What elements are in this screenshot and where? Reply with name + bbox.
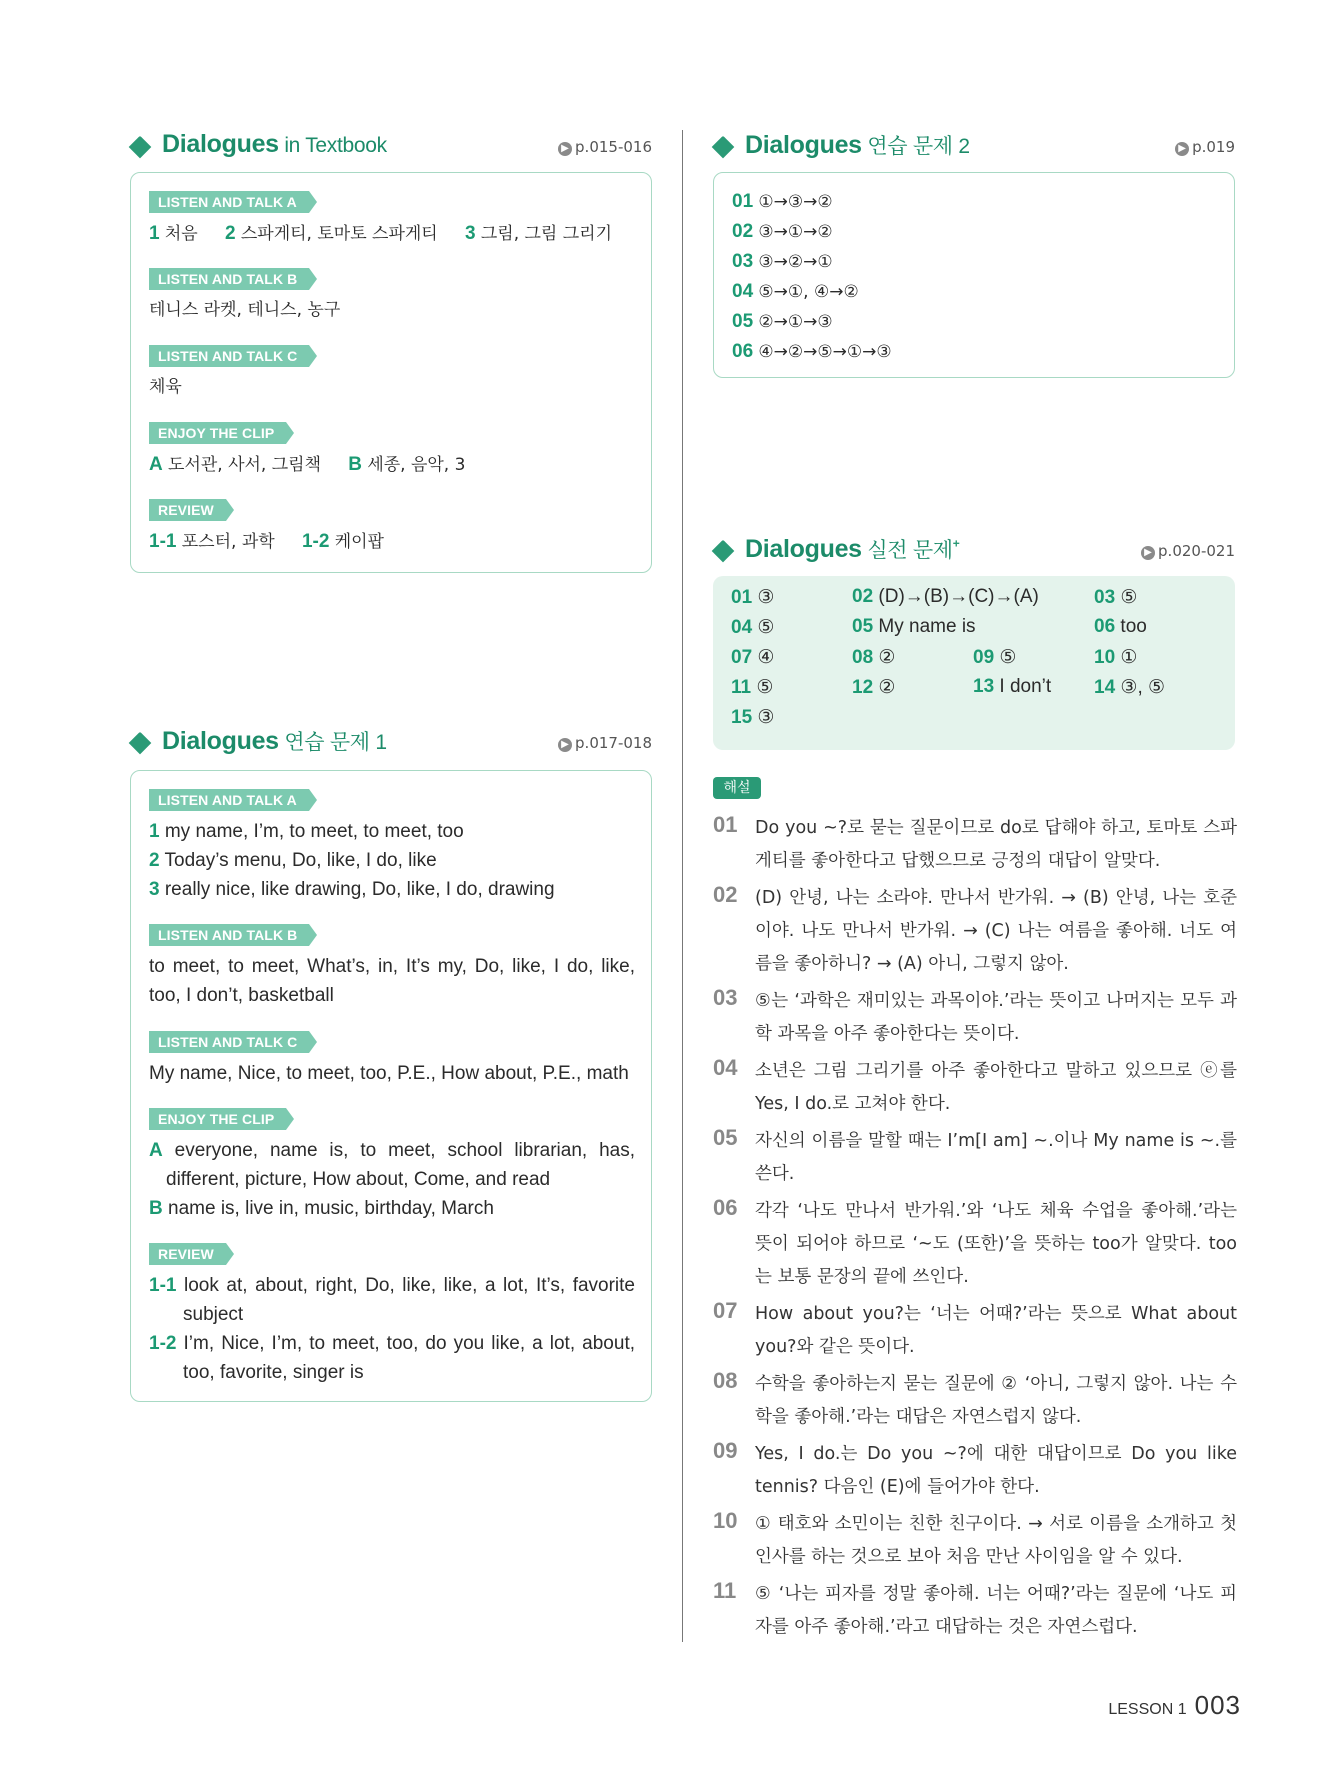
section-header-actual xyxy=(713,532,1237,572)
answer-item: 07 ④ xyxy=(731,647,775,668)
practice1-answer-box xyxy=(130,770,652,1402)
answer-line: 체육 xyxy=(149,377,182,397)
tag-listen-talk-a: LISTEN AND TALK A xyxy=(149,789,309,811)
answer-item: 12 ② xyxy=(852,677,896,698)
diamond-icon xyxy=(129,732,152,755)
page-reference: ▶ p.019 xyxy=(1175,138,1235,156)
lesson-label: LESSON 1 xyxy=(1108,1701,1187,1718)
answer-line: 테니스 라켓, 테니스, 농구 xyxy=(149,300,341,320)
section-header-practice1 xyxy=(130,724,654,764)
arrow-right-icon: ▶ xyxy=(558,142,572,156)
practice2-answer-box xyxy=(713,172,1235,378)
actual-answer-box xyxy=(713,576,1235,750)
section-header-practice2 xyxy=(713,128,1237,168)
answer-item: 01 ③ xyxy=(731,587,775,608)
answer-line: 01 ①→③→② xyxy=(732,191,833,212)
answer-line: 03 ③→②→① xyxy=(732,251,833,272)
answer-line: 02 ③→①→② xyxy=(732,221,833,242)
tag-listen-talk-a: LISTEN AND TALK A xyxy=(149,191,309,213)
answer-item: 10 ① xyxy=(1094,647,1138,668)
answer-item: 03 ⑤ xyxy=(1094,587,1138,608)
tag-review: REVIEW xyxy=(149,499,226,521)
section-title: Dialogues in Textbook xyxy=(162,130,387,158)
answer-item: 11 ⑤ xyxy=(731,677,774,698)
answer-line: to meet, to meet, What’s, in, It’s my, Do, like, I do, like, too, I don’t, basketball xyxy=(149,956,635,1006)
answer-line: 3 really nice, like drawing, Do, like, I do, drawing xyxy=(149,879,555,900)
arrow-right-icon: ▶ xyxy=(1175,142,1189,156)
diamond-icon xyxy=(712,136,735,159)
answer-line: 04 ⑤→①, ④→② xyxy=(732,281,859,302)
explanation-badge: 해설 xyxy=(713,777,761,799)
answer-line: 1-1 포스터, 과학 1-2 케이팝 xyxy=(149,531,384,552)
diamond-icon xyxy=(712,540,735,563)
answer-item: 05 My name is xyxy=(852,616,976,637)
answer-item: 06 too xyxy=(1094,616,1147,637)
tag-listen-talk-b: LISTEN AND TALK B xyxy=(149,924,309,946)
tag-listen-talk-b: LISTEN AND TALK B xyxy=(149,268,309,290)
section-header-textbook xyxy=(130,128,654,168)
tag-enjoy-the-clip: ENJOY THE CLIP xyxy=(149,1108,286,1130)
answer-line: 1-2 I’m, Nice, I’m, to meet, too, do you like, a lot, about, too, favorite, singer is xyxy=(149,1333,635,1383)
diamond-icon xyxy=(129,136,152,159)
section-title: Dialogues 연습 문제 1 xyxy=(162,727,387,755)
answer-line: B name is, live in, music, birthday, March xyxy=(149,1198,494,1219)
answer-item: 15 ③ xyxy=(731,707,775,728)
answer-line: 05 ②→①→③ xyxy=(732,311,833,332)
answer-item: 02 (D)→(B)→(C)→(A) xyxy=(852,586,1039,607)
page-number: 003 xyxy=(1194,1690,1241,1720)
arrow-right-icon: ▶ xyxy=(1141,546,1155,560)
textbook-answer-box xyxy=(130,172,652,573)
answer-item: 08 ② xyxy=(852,647,896,668)
column-divider xyxy=(682,130,683,1642)
answer-line: 06 ④→②→⑤→①→③ xyxy=(732,341,892,362)
answer-line: 1-1 look at, about, right, Do, like, like, a lot, It’s, favorite subject xyxy=(149,1275,635,1325)
tag-listen-talk-c: LISTEN AND TALK C xyxy=(149,1031,309,1053)
page-footer xyxy=(1108,1690,1241,1721)
answer-line: 1 my name, I’m, to meet, to meet, too xyxy=(149,821,464,842)
answer-line: A everyone, name is, to meet, school librarian, has, different, picture, How about, Come, and read xyxy=(149,1140,635,1190)
arrow-right-icon: ▶ xyxy=(558,738,572,752)
answer-item: 14 ③, ⑤ xyxy=(1094,677,1166,698)
answer-item: 09 ⑤ xyxy=(973,647,1017,668)
tag-review: REVIEW xyxy=(149,1243,226,1265)
page-reference: ▶ p.015-016 xyxy=(558,138,652,156)
page-reference: ▶ p.017-018 xyxy=(558,734,652,752)
section-title: Dialogues 실전 문제+ xyxy=(745,535,960,563)
answer-line: 1 처음 2 스파게티, 토마토 스파게티 3 그림, 그림 그리기 xyxy=(149,223,613,244)
answer-line: 2 Today’s menu, Do, like, I do, like xyxy=(149,850,437,871)
tag-listen-talk-c: LISTEN AND TALK C xyxy=(149,345,309,367)
answer-line: My name, Nice, to meet, too, P.E., How about, P.E., math xyxy=(149,1063,629,1084)
section-title: Dialogues 연습 문제 2 xyxy=(745,131,970,159)
answer-item: 04 ⑤ xyxy=(731,617,775,638)
page-reference: ▶ p.020-021 xyxy=(1141,542,1235,560)
answer-item: 13 I don’t xyxy=(973,676,1052,697)
answer-line: A 도서관, 사서, 그림책 B 세종, 음악, 3 xyxy=(149,454,466,475)
tag-enjoy-the-clip: ENJOY THE CLIP xyxy=(149,422,286,444)
